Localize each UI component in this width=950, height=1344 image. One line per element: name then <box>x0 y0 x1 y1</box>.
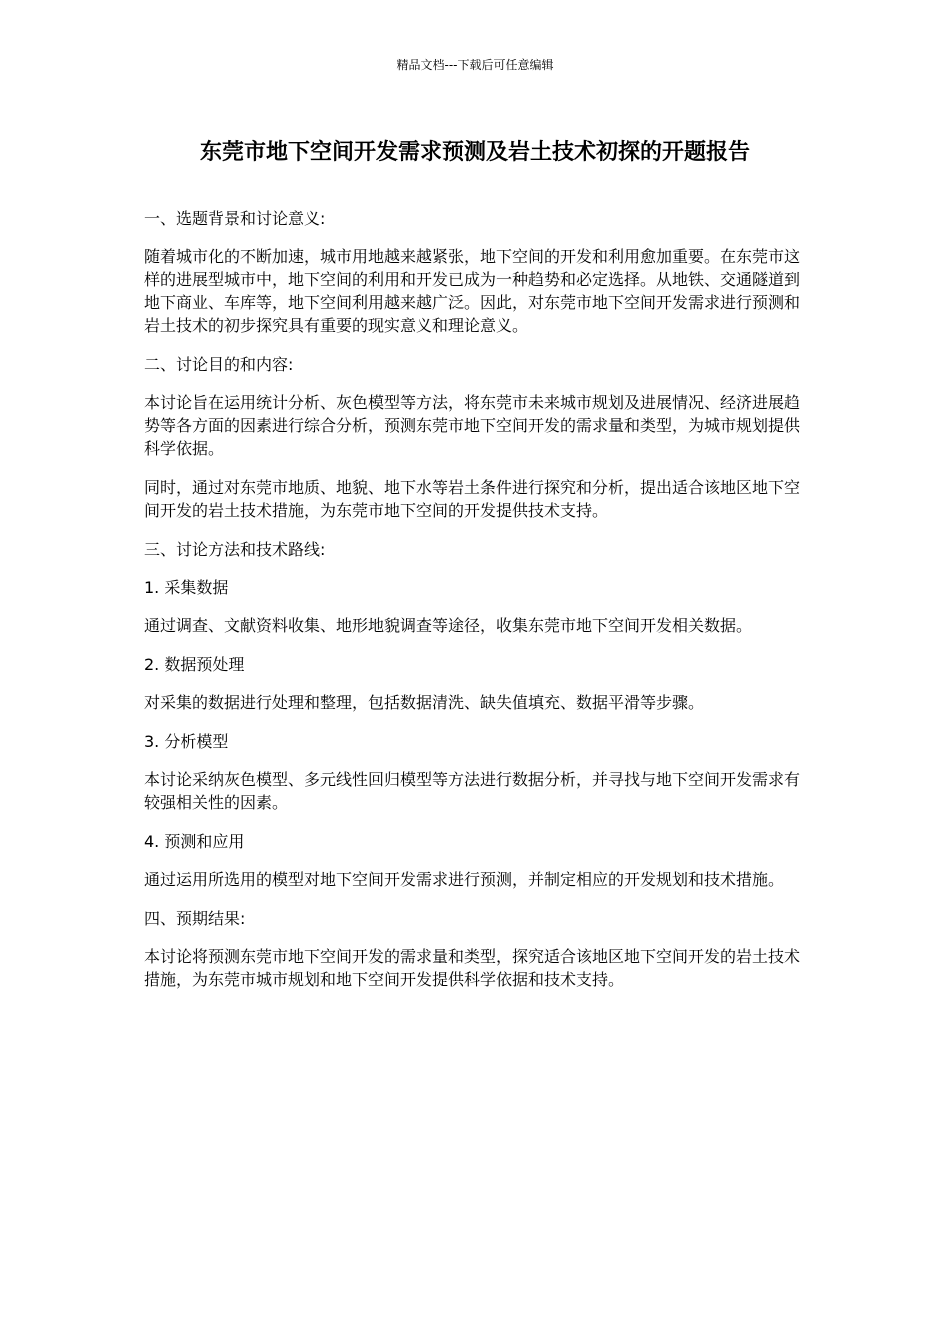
subsection-heading: 1. 采集数据 <box>144 578 229 597</box>
body-paragraph: 本讨论将预测东莞市地下空间开发的需求量和类型，探究适合该地区地下空间开发的岩土技术措施，为东莞市城市规划和地下空间开发提供科学依据和技术支持。 <box>144 947 801 989</box>
section-heading: 一、选题背景和讨论意义: <box>144 209 326 228</box>
section-heading: 四、预期结果: <box>144 909 246 928</box>
body-paragraph: 本讨论旨在运用统计分析、灰色模型等方法，将东莞市未来城市规划及进展情况、经济进展趋势等各方面的因素进行综合分析，预测东莞市地下空间开发的需求量和类型，为城市规划提供科学依据。 <box>144 393 801 458</box>
subsection-heading: 3. 分析模型 <box>144 732 229 751</box>
body-paragraph: 本讨论采纳灰色模型、多元线性回归模型等方法进行数据分析，并寻找与地下空间开发需求有较强相关性的因素。 <box>144 770 801 812</box>
document-title: 东莞市地下空间开发需求预测及岩土技术初探的开题报告 <box>199 140 750 165</box>
section-heading: 三、讨论方法和技术路线: <box>144 540 326 559</box>
body-paragraph: 通过运用所选用的模型对地下空间开发需求进行预测，并制定相应的开发规划和技术措施。 <box>144 870 785 889</box>
subsection-heading: 4. 预测和应用 <box>144 832 245 851</box>
body-paragraph: 随着城市化的不断加速，城市用地越来越紧张，地下空间的开发和利用愈加重要。在东莞市这样的进展型城市中，地下空间的利用和开发已成为一种趋势和必定选择。从地铁、交通隧道到地下商业、车库等，地下空间利用越来越广泛。因此，对东莞市地下空间开发需求进行预测和岩土技术的初步探究具有重要的现实意义和理论意义。 <box>144 247 801 335</box>
header-note: 精品文档---下载后可任意编辑 <box>396 58 554 72</box>
document-body <box>144 207 808 1007</box>
body-paragraph: 对采集的数据进行处理和整理，包括数据清洗、缺失值填充、数据平滑等步骤。 <box>144 693 705 712</box>
body-paragraph: 通过调查、文献资料收集、地形地貌调查等途径，收集东莞市地下空间开发相关数据。 <box>144 616 753 635</box>
section-heading: 二、讨论目的和内容: <box>144 355 294 374</box>
body-paragraph: 同时，通过对东莞市地质、地貌、地下水等岩土条件进行探究和分析，提出适合该地区地下空间开发的岩土技术措施，为东莞市地下空间的开发提供技术支持。 <box>144 478 801 520</box>
subsection-heading: 2. 数据预处理 <box>144 655 245 674</box>
